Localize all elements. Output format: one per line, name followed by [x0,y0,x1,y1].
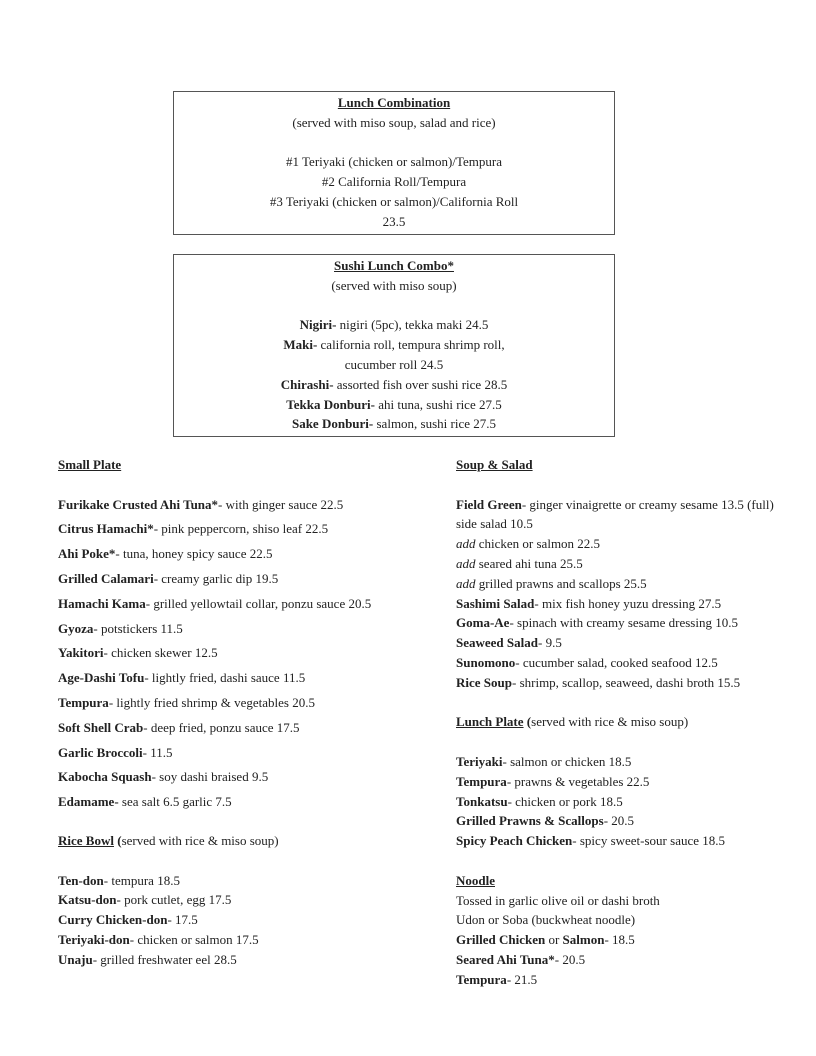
list-item [58,668,438,688]
list-item [456,792,806,812]
item-desc: - tempura 18.5 [103,872,180,888]
item-name: Sunomono [456,654,516,670]
list-item [58,930,438,950]
item-desc: - soy dashi braised 9.5 [151,769,269,785]
add-label: add [456,575,476,591]
item-name: Curry Chicken-don [58,912,168,928]
item-name: Gyoza [58,620,94,636]
small-plate-title: Small Plate [58,457,122,472]
small-plate-list [58,495,438,812]
noodle-line: Udon or Soba (buckwheat noodle) [456,912,636,928]
item-desc: - spinach with creamy sesame dressing 10.5 [509,615,738,631]
item-name: Tempura [58,694,109,710]
list-item [456,633,806,653]
list-item [456,970,806,990]
list-item [456,811,806,831]
item-desc: nigiri (5pc), tekka maki 24.5 [336,317,489,333]
item-desc: - shrimp, scallop, seaweed, dashi broth 15.5 [511,674,741,690]
item-name: Chirashi- [280,376,334,392]
item-desc: sea salt 6.5 garlic 7.5 [118,794,232,810]
item-desc: assorted fish over sushi rice 28.5 [333,376,508,392]
list-item [456,495,806,515]
list-item [58,890,438,910]
item-name: Tempura [456,773,507,789]
item-desc: - pink peppercorn, shiso leaf 22.5 [153,521,329,537]
list-item [456,930,806,950]
item-desc: - deep fried, ponzu sauce 17.5 [143,719,300,735]
item-name: Sake Donburi- [291,416,374,432]
item-name: Yakitori [58,645,104,661]
lunch-combination-option: #2 California Roll/Tempura [321,174,467,190]
item-name: Kabocha Squash [58,769,152,785]
item-name: Katsu-don [58,892,117,908]
lunch-combination-price: 23.5 [382,213,406,229]
list-item [58,519,438,539]
noodle-line: Tossed in garlic olive oil or dashi broth [456,892,660,908]
list-item [456,752,806,772]
item-name: Soft Shell Crab [58,719,144,735]
list-item [456,950,806,970]
item-desc: california roll, tempura shrimp roll, [317,337,505,353]
list-item [58,643,438,663]
item-desc: - creamy garlic dip 19.5 [153,570,279,586]
list-item [58,495,438,515]
rice-bowl-note: served with rice & miso soup) [121,832,279,848]
rice-bowl-paren: ( [113,832,122,848]
list-item [58,544,438,564]
item-desc: - spicy sweet-sour sauce 18.5 [572,833,726,849]
sushi-combo-note: (served with miso soup) [331,277,457,293]
lunch-combination-option: #3 Teriyaki (chicken or salmon)/California Roll [269,193,519,209]
item-name: Grilled Chicken [456,932,546,948]
item-name: Goma-Ae [456,615,510,631]
soup-salad-title: Soup & Salad [456,457,533,472]
add-desc: grilled prawns and scallops 25.5 [475,575,647,591]
item-desc: - 17.5 [167,912,198,928]
lunch-plate-heading [456,712,806,732]
item-name: Teriyaki-don [58,931,130,947]
item-desc: - mix fish honey yuzu dressing 27.5 [534,595,722,611]
list-item [456,594,806,614]
item-desc: - lightly fried shrimp & vegetables 20.5 [108,694,315,710]
sushi-combo-item [174,395,614,415]
item-name: Garlic Broccoli [58,744,143,760]
list-item [58,950,438,970]
add-label: add [456,536,476,552]
list-item [456,673,806,693]
item-desc: - chicken or salmon 17.5 [129,931,259,947]
list-item [58,767,438,787]
rice-bowl-heading [58,831,438,851]
rice-bowl-title: Rice Bowl [58,832,114,848]
list-item [58,718,438,738]
list-item [456,613,806,633]
lunch-plate-title: Lunch Plate [456,714,524,730]
lunch-plate-note: served with rice & miso soup) [531,714,689,730]
item-name: Ten-don [58,872,104,888]
item-name: Spicy Peach Chicken [456,833,573,849]
item-desc: - with ginger sauce 22.5 [218,496,344,512]
item-name: Grilled Calamari [58,570,154,586]
item-desc: - 21.5 [506,971,538,987]
item-name: Age-Dashi Tofu [58,670,145,686]
list-item [58,594,438,614]
item-desc: - chicken skewer 12.5 [103,645,218,661]
item-name: Tempura [456,971,507,987]
item-desc: - prawns & vegetables 22.5 [506,773,650,789]
item-name: Citrus Hamachi* [58,521,154,537]
item-desc: - grilled yellowtail collar, ponzu sauce 20.5 [145,595,372,611]
item-desc: - 20.5 [554,951,586,967]
item-name: Nigiri- [299,317,337,333]
lunch-combination-title: Lunch Combination [337,95,451,110]
item-name: Field Green [456,496,522,512]
item-desc: cucumber roll 24.5 [344,356,444,372]
list-item [456,653,806,673]
item-name: Maki- [283,337,318,353]
item-name: Hamachi Kama [58,595,146,611]
item-name: Seared Ahi Tuna* [456,951,555,967]
item-desc: - 18.5 [604,932,635,948]
item-name: Rice Soup [456,674,512,690]
sushi-combo-item [174,335,614,355]
sushi-combo-item [174,375,614,395]
item-desc: - 11.5 [142,744,173,760]
item-name: Ahi Poke* [58,546,116,562]
item-name: Teriyaki [456,753,503,769]
item-or: or [545,932,563,948]
item-name: Seaweed Salad [456,635,538,651]
item-desc: - 9.5 [537,635,562,651]
list-item [456,772,806,792]
item-desc: - tuna, honey spicy sauce 22.5 [115,546,273,562]
add-label: add [456,555,476,571]
noodle-title: Noodle [456,872,495,888]
item-desc: - ginger vinaigrette or creamy sesame 13.5 (full) [521,496,774,512]
list-item [58,910,438,930]
add-desc: chicken or salmon 22.5 [475,536,601,552]
add-on [456,574,806,594]
list-item [58,792,438,812]
list-item [58,619,438,639]
item-name: Furikake Crusted Ahi Tuna* [58,496,219,512]
side-salad: side salad 10.5 [456,516,533,532]
sushi-lunch-combo-box [173,254,615,437]
item-desc: - 20.5 [603,813,635,829]
item-desc: - chicken or pork 18.5 [507,793,623,809]
item-desc: - pork cutlet, egg 17.5 [116,892,232,908]
list-item [58,693,438,713]
lunch-combination-box [173,91,615,235]
left-column [58,455,438,970]
add-on [456,554,806,574]
item-desc: - potstickers 11.5 [93,620,183,636]
item-desc: - lightly fried, dashi sauce 11.5 [144,670,306,686]
sushi-combo-item [174,414,614,434]
item-name: Tonkatsu [456,793,508,809]
item-name: Unaju [58,951,93,967]
list-item [58,569,438,589]
list-item [58,743,438,763]
item-name: Grilled Prawns & Scallops [456,813,604,829]
item-desc: ahi tuna, sushi rice 27.5 [375,396,502,412]
add-desc: seared ahi tuna 25.5 [475,555,583,571]
lunch-combination-note: (served with miso soup, salad and rice) [292,114,496,130]
item-desc: salmon, sushi rice 27.5 [373,416,497,432]
add-on [456,534,806,554]
lunch-plate-paren: ( [523,714,532,730]
item-name: Tekka Donburi- [286,396,375,412]
item-desc: - cucumber salad, cooked seafood 12.5 [515,654,718,670]
sushi-combo-item [174,315,614,335]
item-name: Sashimi Salad [456,595,535,611]
item-name: Edamame- [58,794,119,810]
list-item [456,831,806,851]
sushi-combo-title: Sushi Lunch Combo* [334,258,454,273]
sushi-combo-item [174,355,614,375]
right-column [456,455,806,990]
list-item [58,871,438,891]
item-desc: - grilled freshwater eel 28.5 [92,951,237,967]
item-desc: - salmon or chicken 18.5 [502,753,632,769]
lunch-combination-option: #1 Teriyaki (chicken or salmon)/Tempura [286,154,502,170]
item-name: Salmon [562,932,605,948]
